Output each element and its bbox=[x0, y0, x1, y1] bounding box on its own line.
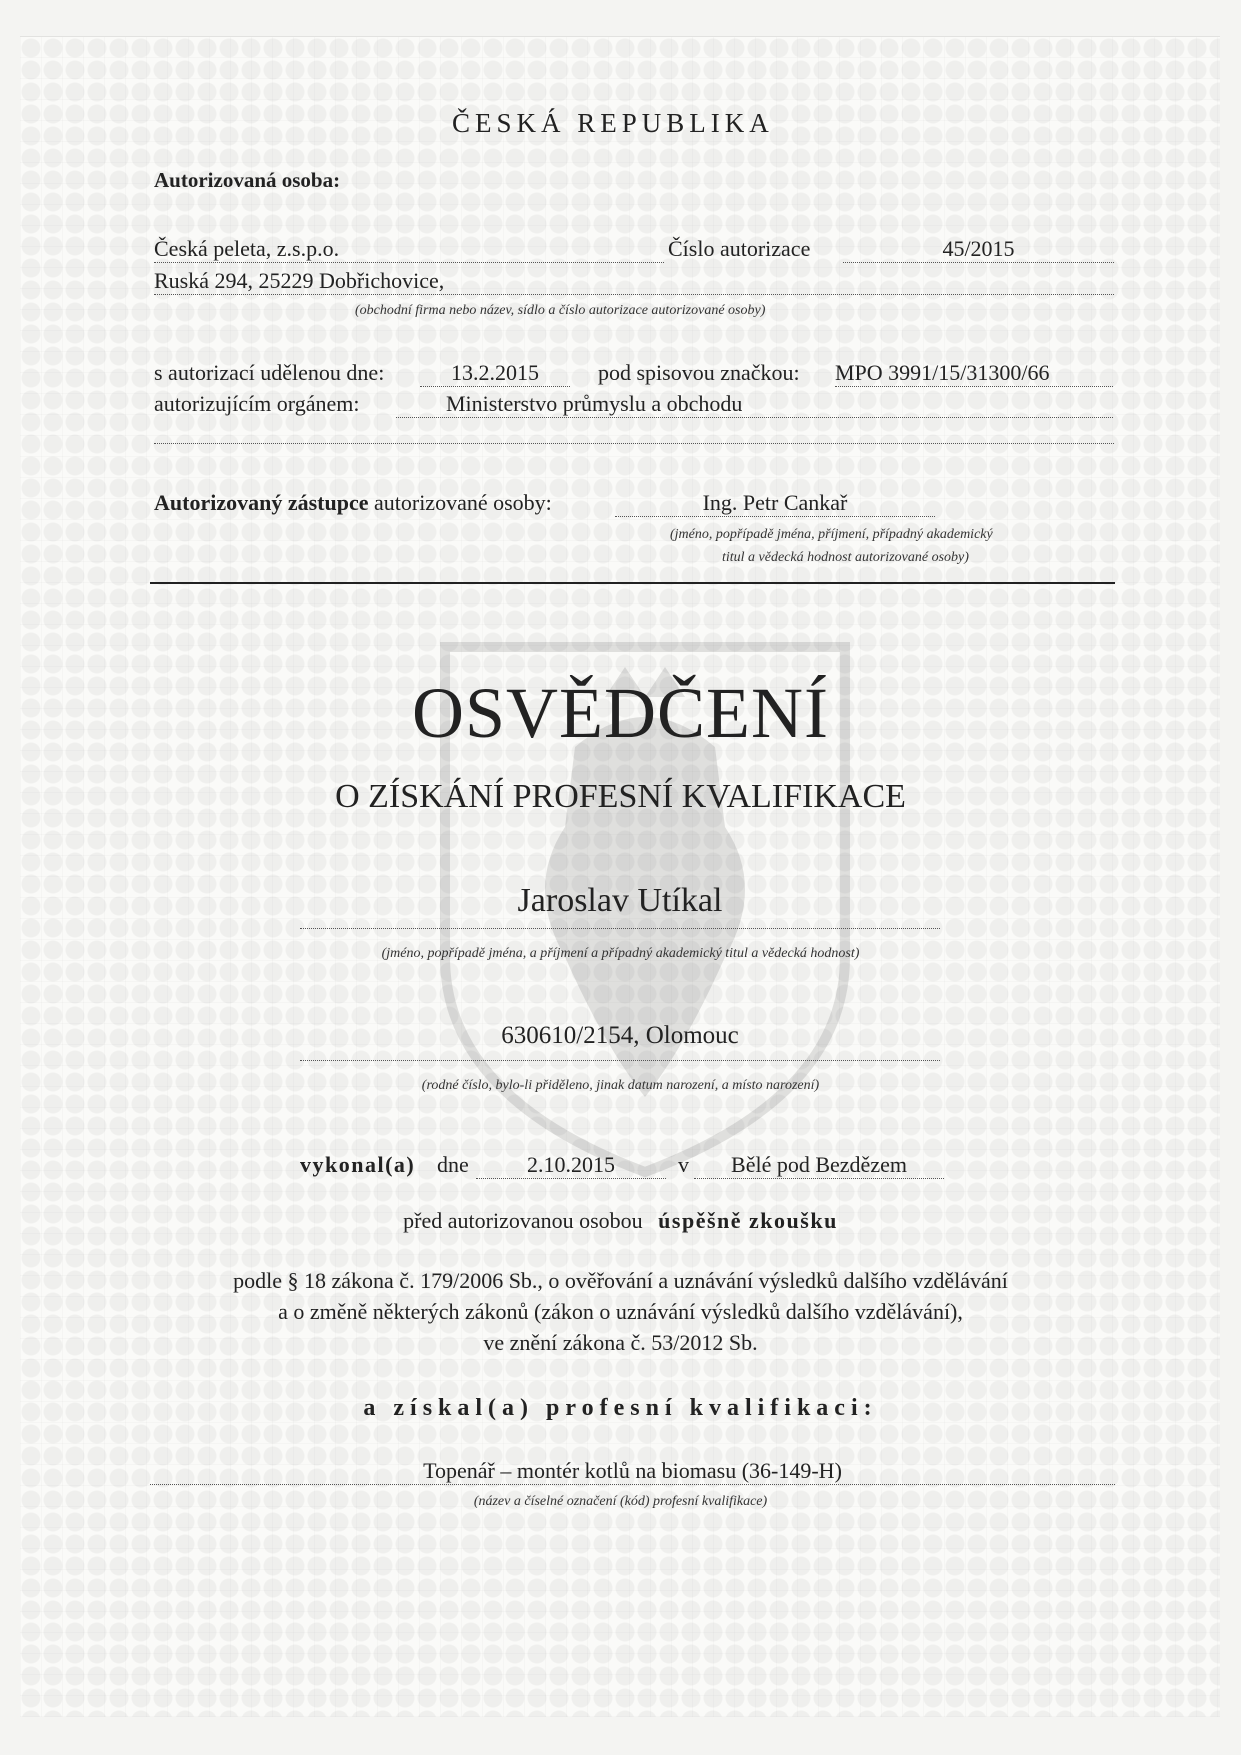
file-number: MPO 3991/15/31300/66 bbox=[835, 360, 1113, 387]
authorized-person-caption: (obchodní firma nebo název, sídlo a číslo autorizace autorizované osoby) bbox=[355, 303, 766, 318]
acquired-qualification-label: a získal(a) profesní kvalifikaci: bbox=[363, 1395, 878, 1421]
representative-label-bold: Autorizovaný zástupce bbox=[154, 490, 369, 515]
birth-caption: (rodné číslo, bylo-li přiděleno, jinak datum narození, a místo narození) bbox=[421, 1078, 820, 1093]
law-line-3: ve znění zákona č. 53/2012 Sb. bbox=[483, 1330, 758, 1355]
country-heading: ČESKÁ REPUBLIKA bbox=[452, 108, 774, 138]
certificate-title: OSVĚDČENÍ bbox=[412, 673, 829, 753]
representative-caption-line2: titul a vědecká hodnost autorizované osoby) bbox=[722, 550, 969, 565]
success-text: úspěšně zkoušku bbox=[658, 1208, 838, 1233]
authorized-person-name: Česká peleta, z.s.p.o. bbox=[154, 236, 664, 263]
qualification-caption: (název a číselné označení (kód) profesní kvalifikace) bbox=[473, 1494, 768, 1509]
section-separator bbox=[150, 582, 1115, 584]
law-line-2: a o změně některých zákonů (zákon o uznávání výsledků dalšího vzdělávání), bbox=[278, 1299, 963, 1324]
exam-passed-line bbox=[0, 1208, 1241, 1234]
authorization-number: 45/2015 bbox=[843, 236, 1114, 263]
certificate-subtitle: O ZÍSKÁNÍ PROFESNÍ KVALIFIKACE bbox=[335, 778, 906, 815]
representative-label-rest: autorizované osoby: bbox=[373, 490, 552, 515]
authorization-number-label: Číslo autorizace bbox=[668, 236, 811, 261]
authorized-person-label: Autorizovaná osoba: bbox=[154, 168, 341, 192]
exam-place: Bělé pod Bezdězem bbox=[694, 1152, 944, 1179]
authority-label: autorizujícím orgánem: bbox=[154, 391, 360, 416]
representative-name: Ing. Petr Cankař bbox=[615, 490, 935, 517]
authority-name: Ministerstvo průmyslu a obchodu bbox=[396, 391, 1113, 418]
holder-caption: (jméno, popřípadě jména, a příjmení a případný akademický titul a vědecká hodnost) bbox=[381, 946, 860, 961]
exam-date: 2.10.2015 bbox=[476, 1152, 666, 1179]
qualification-name: Topenář – montér kotlů na biomasu (36-149-H) bbox=[150, 1458, 1115, 1485]
blank-dotted-line bbox=[154, 442, 1114, 444]
authorized-person-address: Ruská 294, 25229 Dobřichovice, bbox=[154, 268, 1114, 295]
file-number-label: pod spisovou značkou: bbox=[598, 360, 800, 385]
granted-date: 13.2.2015 bbox=[420, 360, 570, 387]
date-label: dne bbox=[437, 1152, 469, 1177]
representative-label bbox=[154, 490, 552, 516]
performed-label: vykonal(a) bbox=[300, 1152, 416, 1177]
law-line-1: podle § 18 zákona č. 179/2006 Sb., o ověřování a uznávání výsledků dalšího vzdělávání bbox=[233, 1268, 1008, 1293]
before-text: před autorizovanou osobou bbox=[403, 1208, 643, 1233]
place-label: v bbox=[678, 1152, 689, 1177]
holder-name: Jaroslav Utíkal bbox=[300, 882, 940, 929]
representative-caption-line1: (jméno, popřípadě jména, příjmení, případný akademický bbox=[670, 527, 993, 542]
birth-info: 630610/2154, Olomouc bbox=[300, 1022, 940, 1061]
granted-label: s autorizací udělenou dne: bbox=[154, 360, 385, 385]
